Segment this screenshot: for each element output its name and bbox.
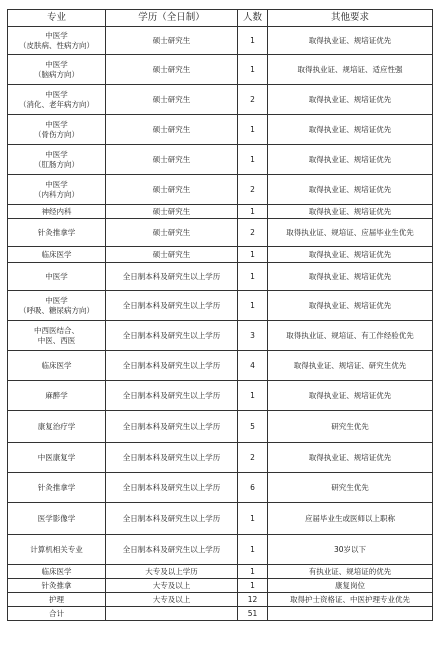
table-row [8, 145, 433, 175]
table-row [8, 535, 433, 565]
table-row [8, 27, 433, 55]
requirement-cell: 取得执业证、规培证优先 [268, 247, 433, 263]
major-line: （脑病方向） [34, 69, 79, 79]
count-cell: 2 [238, 85, 268, 115]
requirement-cell: 取得执业证、规培证、研究生优先 [268, 351, 433, 381]
major-line: 医学影像学 [37, 513, 76, 523]
major-cell [8, 411, 106, 443]
education-cell: 全日制本科及研究生以上学历 [106, 473, 238, 503]
table-row [8, 381, 433, 411]
requirement-cell: 取得执业证、规培证优先 [268, 443, 433, 473]
education-cell: 全日制本科及研究生以上学历 [106, 443, 238, 473]
table-row [8, 205, 433, 219]
major-line: 中医学 [45, 89, 68, 99]
education-cell: 全日制本科及研究生以上学历 [106, 411, 238, 443]
major-cell [8, 473, 106, 503]
count-cell: 2 [238, 175, 268, 205]
major-line: 计算机相关专业 [30, 544, 83, 554]
major-cell [8, 593, 106, 607]
requirement-cell: 30岁以下 [268, 535, 433, 565]
count-cell: 1 [238, 247, 268, 263]
education-cell: 大专及以上 [106, 579, 238, 593]
major-line: （呼吸、糖尿病方向） [19, 305, 94, 315]
requirement-cell: 研究生优先 [268, 411, 433, 443]
education-cell: 全日制本科及研究生以上学历 [106, 503, 238, 535]
table-row [8, 219, 433, 247]
requirement-cell: 取得执业证、规培证优先 [268, 85, 433, 115]
requirement-cell: 取得执业证、规培证优先 [268, 205, 433, 219]
education-cell: 大专及以上 [106, 593, 238, 607]
requirement-cell: 研究生优先 [268, 473, 433, 503]
major-cell [8, 205, 106, 219]
major-line: 中医康复学 [37, 452, 76, 462]
header-row [8, 10, 433, 27]
table-row [8, 115, 433, 145]
major-cell [8, 85, 106, 115]
count-cell: 1 [238, 565, 268, 579]
education-cell: 全日制本科及研究生以上学历 [106, 351, 238, 381]
major-line: （肛肠方向） [34, 159, 79, 169]
total-row [8, 607, 433, 621]
major-cell [8, 145, 106, 175]
education-cell: 硕士研究生 [106, 219, 238, 247]
count-cell: 1 [238, 115, 268, 145]
count-cell: 2 [238, 219, 268, 247]
count-cell: 1 [238, 381, 268, 411]
table-row [8, 473, 433, 503]
major-cell [8, 27, 106, 55]
education-cell: 硕士研究生 [106, 205, 238, 219]
count-cell: 1 [238, 27, 268, 55]
major-cell [8, 321, 106, 351]
count-cell: 3 [238, 321, 268, 351]
major-cell [8, 263, 106, 291]
education-cell: 硕士研究生 [106, 145, 238, 175]
count-cell: 1 [238, 579, 268, 593]
requirement-cell: 取得护士资格证、中医护理专业优先 [268, 593, 433, 607]
count-cell: 6 [238, 473, 268, 503]
requirement-cell: 取得执业证、规培证优先 [268, 27, 433, 55]
major-line: 护理 [49, 594, 64, 604]
requirement-cell: 取得执业证、规培证、有工作经验优先 [268, 321, 433, 351]
major-line: 中西医结合、 [34, 325, 79, 335]
major-line: 中医学 [45, 59, 68, 69]
table-row [8, 565, 433, 579]
major-line: 临床医学 [41, 249, 72, 259]
major-line: 中医学 [45, 30, 68, 40]
table-row [8, 579, 433, 593]
major-cell [8, 291, 106, 321]
count-cell: 12 [238, 593, 268, 607]
table-body [8, 27, 433, 621]
table-row [8, 291, 433, 321]
major-line: 康复治疗学 [37, 421, 76, 431]
major-line: 临床医学 [41, 566, 72, 576]
requirement-cell: 应届毕业生或医师以上职称 [268, 503, 433, 535]
major-line: 针灸推拿学 [37, 227, 76, 237]
table-row [8, 443, 433, 473]
education-cell: 全日制本科及研究生以上学历 [106, 535, 238, 565]
requirement-cell: 取得执业证、规培证优先 [268, 115, 433, 145]
table-row [8, 175, 433, 205]
requirement-cell: 取得执业证、规培证优先 [268, 145, 433, 175]
count-cell: 4 [238, 351, 268, 381]
header-count: 人数 [238, 10, 268, 27]
count-cell: 1 [238, 145, 268, 175]
header-major: 专业 [8, 10, 106, 27]
major-line: 中医学 [45, 149, 68, 159]
major-line: 麻醉学 [45, 390, 68, 400]
major-line: （内科方向） [34, 189, 79, 199]
major-cell [8, 55, 106, 85]
count-cell: 1 [238, 263, 268, 291]
major-cell [8, 247, 106, 263]
major-cell [8, 443, 106, 473]
table-row [8, 593, 433, 607]
education-cell: 硕士研究生 [106, 247, 238, 263]
table-row [8, 55, 433, 85]
total-count-cell: 51 [238, 607, 268, 621]
major-line: 针灸推拿 [41, 580, 72, 590]
major-cell [8, 579, 106, 593]
education-cell: 硕士研究生 [106, 115, 238, 145]
total-empty-cell [106, 607, 238, 621]
count-cell: 1 [238, 535, 268, 565]
education-cell: 硕士研究生 [106, 85, 238, 115]
education-cell: 硕士研究生 [106, 55, 238, 85]
count-cell: 1 [238, 55, 268, 85]
major-line: 针灸推拿学 [37, 482, 76, 492]
education-cell: 全日制本科及研究生以上学历 [106, 263, 238, 291]
table-row [8, 351, 433, 381]
requirement-cell: 取得执业证、规培证优先 [268, 175, 433, 205]
major-cell [8, 219, 106, 247]
table-row [8, 503, 433, 535]
major-cell [8, 503, 106, 535]
education-cell: 全日制本科及研究生以上学历 [106, 291, 238, 321]
header-requirement: 其他要求 [268, 10, 433, 27]
major-line: 中医、西医 [37, 335, 76, 345]
recruitment-table [7, 9, 433, 621]
major-line: 中医学 [45, 119, 68, 129]
education-cell: 全日制本科及研究生以上学历 [106, 321, 238, 351]
table-row [8, 411, 433, 443]
count-cell: 1 [238, 205, 268, 219]
total-empty-cell [268, 607, 433, 621]
total-label-cell: 合计 [8, 607, 106, 621]
count-cell: 1 [238, 291, 268, 321]
table-row [8, 85, 433, 115]
major-cell [8, 535, 106, 565]
major-cell [8, 381, 106, 411]
education-cell: 全日制本科及研究生以上学历 [106, 381, 238, 411]
major-line: 临床医学 [41, 360, 72, 370]
major-cell [8, 175, 106, 205]
education-cell: 硕士研究生 [106, 27, 238, 55]
header-education: 学历（全日制） [106, 10, 238, 27]
requirement-cell: 取得执业证、规培证、应届毕业生优先 [268, 219, 433, 247]
major-cell [8, 115, 106, 145]
major-cell [8, 565, 106, 579]
major-line: 中医学 [45, 295, 68, 305]
count-cell: 2 [238, 443, 268, 473]
requirement-cell: 有执业证、规培证的优先 [268, 565, 433, 579]
requirement-cell: 取得执业证、规培证、适应性强 [268, 55, 433, 85]
education-cell: 大专及以上学历 [106, 565, 238, 579]
requirement-cell: 取得执业证、规培证优先 [268, 291, 433, 321]
count-cell: 5 [238, 411, 268, 443]
major-line: 中医学 [45, 179, 68, 189]
major-line: （皮肤病、性病方向） [19, 40, 94, 50]
table-row [8, 263, 433, 291]
requirement-cell: 取得执业证、规培证优先 [268, 381, 433, 411]
count-cell: 1 [238, 503, 268, 535]
major-line: 中医学 [45, 271, 68, 281]
table-row [8, 321, 433, 351]
major-line: （消化、老年病方向） [19, 99, 94, 109]
major-cell [8, 351, 106, 381]
requirement-cell: 取得执业证、规培证优先 [268, 263, 433, 291]
education-cell: 硕士研究生 [106, 175, 238, 205]
major-line: 神经内科 [41, 206, 72, 216]
table-row [8, 247, 433, 263]
major-line: （骨伤方向） [34, 129, 79, 139]
requirement-cell: 康复岗位 [268, 579, 433, 593]
